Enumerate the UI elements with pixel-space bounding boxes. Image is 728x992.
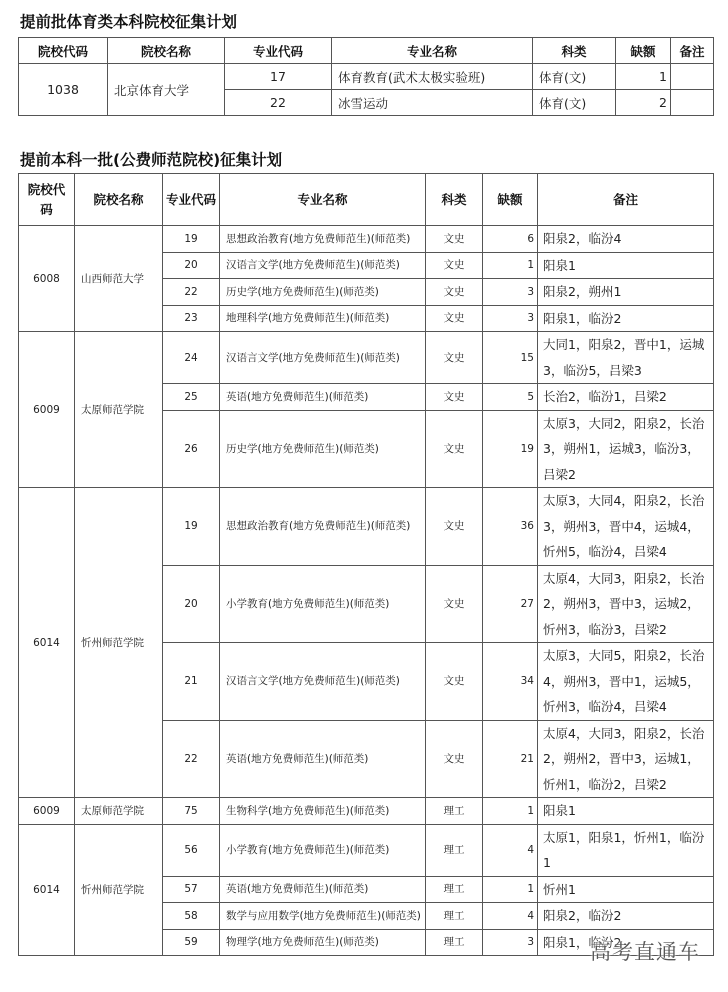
- table2-body: [19, 226, 714, 956]
- major-code: 26: [163, 410, 220, 488]
- major-name: 英语(地方免费师范生)(师范类): [220, 720, 426, 798]
- note: 太原3，大同4，阳泉2，长治3，朔州3，晋中4，运城4，忻州5，临汾4，吕梁4: [538, 488, 714, 566]
- vacancy: 3: [483, 305, 538, 332]
- header-major-name: 专业名称: [220, 174, 426, 226]
- school-name: 忻州师范学院: [75, 488, 163, 798]
- major-code: 21: [163, 643, 220, 721]
- header-school-name: 院校名称: [108, 38, 225, 64]
- note: 阳泉1，临汾2: [538, 305, 714, 332]
- category: 文史: [426, 488, 483, 566]
- header-major-code: 专业代码: [163, 174, 220, 226]
- major-code: 22: [163, 279, 220, 306]
- watermark: 高考直通车: [590, 940, 700, 964]
- school-code: 6009: [19, 332, 75, 488]
- school-code: 1038: [19, 64, 108, 116]
- major-name: 历史学(地方免费师范生)(师范类): [220, 279, 426, 306]
- category: 文史: [426, 720, 483, 798]
- table1-header-row: [19, 38, 714, 64]
- table-row: [19, 332, 714, 384]
- note: 阳泉2，临汾2: [538, 903, 714, 930]
- school-name: 山西师范大学: [75, 226, 163, 332]
- vacancy: 1: [483, 798, 538, 825]
- major-code: 58: [163, 903, 220, 930]
- major-name: 汉语言文学(地方免费师范生)(师范类): [220, 252, 426, 279]
- school-name: 忻州师范学院: [75, 824, 163, 956]
- category: 文史: [426, 305, 483, 332]
- major-name: 冰雪运动: [332, 90, 533, 116]
- major-name: 思想政治教育(地方免费师范生)(师范类): [220, 226, 426, 253]
- supplementary-plan-table-sports: [18, 37, 714, 116]
- category: 文史: [426, 226, 483, 253]
- table-row: [19, 488, 714, 566]
- vacancy: 36: [483, 488, 538, 566]
- note: 忻州1: [538, 876, 714, 903]
- category: 理工: [426, 798, 483, 825]
- major-name: 汉语言文学(地方免费师范生)(师范类): [220, 643, 426, 721]
- table-row: [19, 64, 714, 90]
- table2-header-row: [19, 174, 714, 226]
- vacancy: 5: [483, 384, 538, 411]
- major-code: 22: [163, 720, 220, 798]
- major-code: 59: [163, 929, 220, 956]
- category: 理工: [426, 929, 483, 956]
- category: 文史: [426, 252, 483, 279]
- major-code: 22: [225, 90, 332, 116]
- header-category: 科类: [426, 174, 483, 226]
- table-row: [19, 824, 714, 876]
- header-major-code: 专业代码: [225, 38, 332, 64]
- category: 理工: [426, 824, 483, 876]
- major-name: 地理科学(地方免费师范生)(师范类): [220, 305, 426, 332]
- table2-title: 提前本科一批(公费师范院校)征集计划: [20, 151, 283, 169]
- major-code: 23: [163, 305, 220, 332]
- note: 太原4，大同3，阳泉2，长治2，朔州3，晋中3，运城2，忻州3，临汾3，吕梁2: [538, 565, 714, 643]
- school-code: 6009: [19, 798, 75, 825]
- vacancy: 3: [483, 279, 538, 306]
- school-name: 太原师范学院: [75, 798, 163, 825]
- school-name: 北京体育大学: [108, 64, 225, 116]
- category: 文史: [426, 384, 483, 411]
- major-code: 19: [163, 226, 220, 253]
- header-school-code: 院校代码: [19, 38, 108, 64]
- vacancy: 4: [483, 903, 538, 930]
- note: 长治2，临汾1，吕梁2: [538, 384, 714, 411]
- note: 太原4，大同3，阳泉2，长治2，朔州2，晋中3，运城1，忻州1，临汾2，吕梁2: [538, 720, 714, 798]
- major-name: 历史学(地方免费师范生)(师范类): [220, 410, 426, 488]
- note: 太原3，大同2，阳泉2，长治3，朔州1，运城3，临汾3，吕梁2: [538, 410, 714, 488]
- major-name: 数学与应用数学(地方免费师范生)(师范类): [220, 903, 426, 930]
- major-name: 体育教育(武术太极实验班): [332, 64, 533, 90]
- major-code: 24: [163, 332, 220, 384]
- header-category: 科类: [533, 38, 616, 64]
- category: 体育(文): [533, 64, 616, 90]
- category: 理工: [426, 903, 483, 930]
- major-code: 19: [163, 488, 220, 566]
- major-code: 17: [225, 64, 332, 90]
- table-row: [19, 226, 714, 253]
- vacancy: 15: [483, 332, 538, 384]
- vacancy: 4: [483, 824, 538, 876]
- major-code: 20: [163, 565, 220, 643]
- category: 文史: [426, 279, 483, 306]
- note: [671, 64, 714, 90]
- category: 体育(文): [533, 90, 616, 116]
- table-row: [19, 798, 714, 825]
- major-code: 56: [163, 824, 220, 876]
- major-name: 英语(地方免费师范生)(师范类): [220, 876, 426, 903]
- major-code: 25: [163, 384, 220, 411]
- major-name: 物理学(地方免费师范生)(师范类): [220, 929, 426, 956]
- vacancy: 19: [483, 410, 538, 488]
- major-name: 生物科学(地方免费师范生)(师范类): [220, 798, 426, 825]
- vacancy: 3: [483, 929, 538, 956]
- vacancy: 6: [483, 226, 538, 253]
- note: 太原3，大同5，阳泉2，长治4，朔州3，晋中1，运城5，忻州3，临汾4，吕梁4: [538, 643, 714, 721]
- category: 理工: [426, 876, 483, 903]
- major-name: 小学教育(地方免费师范生)(师范类): [220, 824, 426, 876]
- major-name: 汉语言文学(地方免费师范生)(师范类): [220, 332, 426, 384]
- supplementary-plan-table-normal-universities: [18, 173, 714, 956]
- note: 阳泉1，临汾2: [538, 929, 714, 956]
- category: 文史: [426, 332, 483, 384]
- school-code: 6008: [19, 226, 75, 332]
- note: [671, 90, 714, 116]
- vacancy: 2: [616, 90, 671, 116]
- table1-title: 提前批体育类本科院校征集计划: [20, 13, 238, 31]
- note: 阳泉2，临汾4: [538, 226, 714, 253]
- note: 阳泉1: [538, 252, 714, 279]
- category: 文史: [426, 565, 483, 643]
- school-name: 太原师范学院: [75, 332, 163, 488]
- note: 大同1，阳泉2，晋中1，运城3，临汾5，吕梁3: [538, 332, 714, 384]
- note: 阳泉1: [538, 798, 714, 825]
- major-code: 75: [163, 798, 220, 825]
- header-note: 备注: [538, 174, 714, 226]
- note: 太原1，阳泉1，忻州1，临汾1: [538, 824, 714, 876]
- header-vacancy: 缺额: [483, 174, 538, 226]
- category: 文史: [426, 643, 483, 721]
- major-name: 思想政治教育(地方免费师范生)(师范类): [220, 488, 426, 566]
- vacancy: 21: [483, 720, 538, 798]
- vacancy: 1: [616, 64, 671, 90]
- header-major-name: 专业名称: [332, 38, 533, 64]
- school-code: 6014: [19, 824, 75, 956]
- header-note: 备注: [671, 38, 714, 64]
- note: 阳泉2，朔州1: [538, 279, 714, 306]
- header-school-code: 院校代码: [19, 174, 75, 226]
- category: 文史: [426, 410, 483, 488]
- vacancy: 1: [483, 252, 538, 279]
- header-vacancy: 缺额: [616, 38, 671, 64]
- vacancy: 34: [483, 643, 538, 721]
- major-code: 57: [163, 876, 220, 903]
- header-school-name: 院校名称: [75, 174, 163, 226]
- vacancy: 27: [483, 565, 538, 643]
- vacancy: 1: [483, 876, 538, 903]
- major-code: 20: [163, 252, 220, 279]
- major-name: 英语(地方免费师范生)(师范类): [220, 384, 426, 411]
- school-code: 6014: [19, 488, 75, 798]
- major-name: 小学教育(地方免费师范生)(师范类): [220, 565, 426, 643]
